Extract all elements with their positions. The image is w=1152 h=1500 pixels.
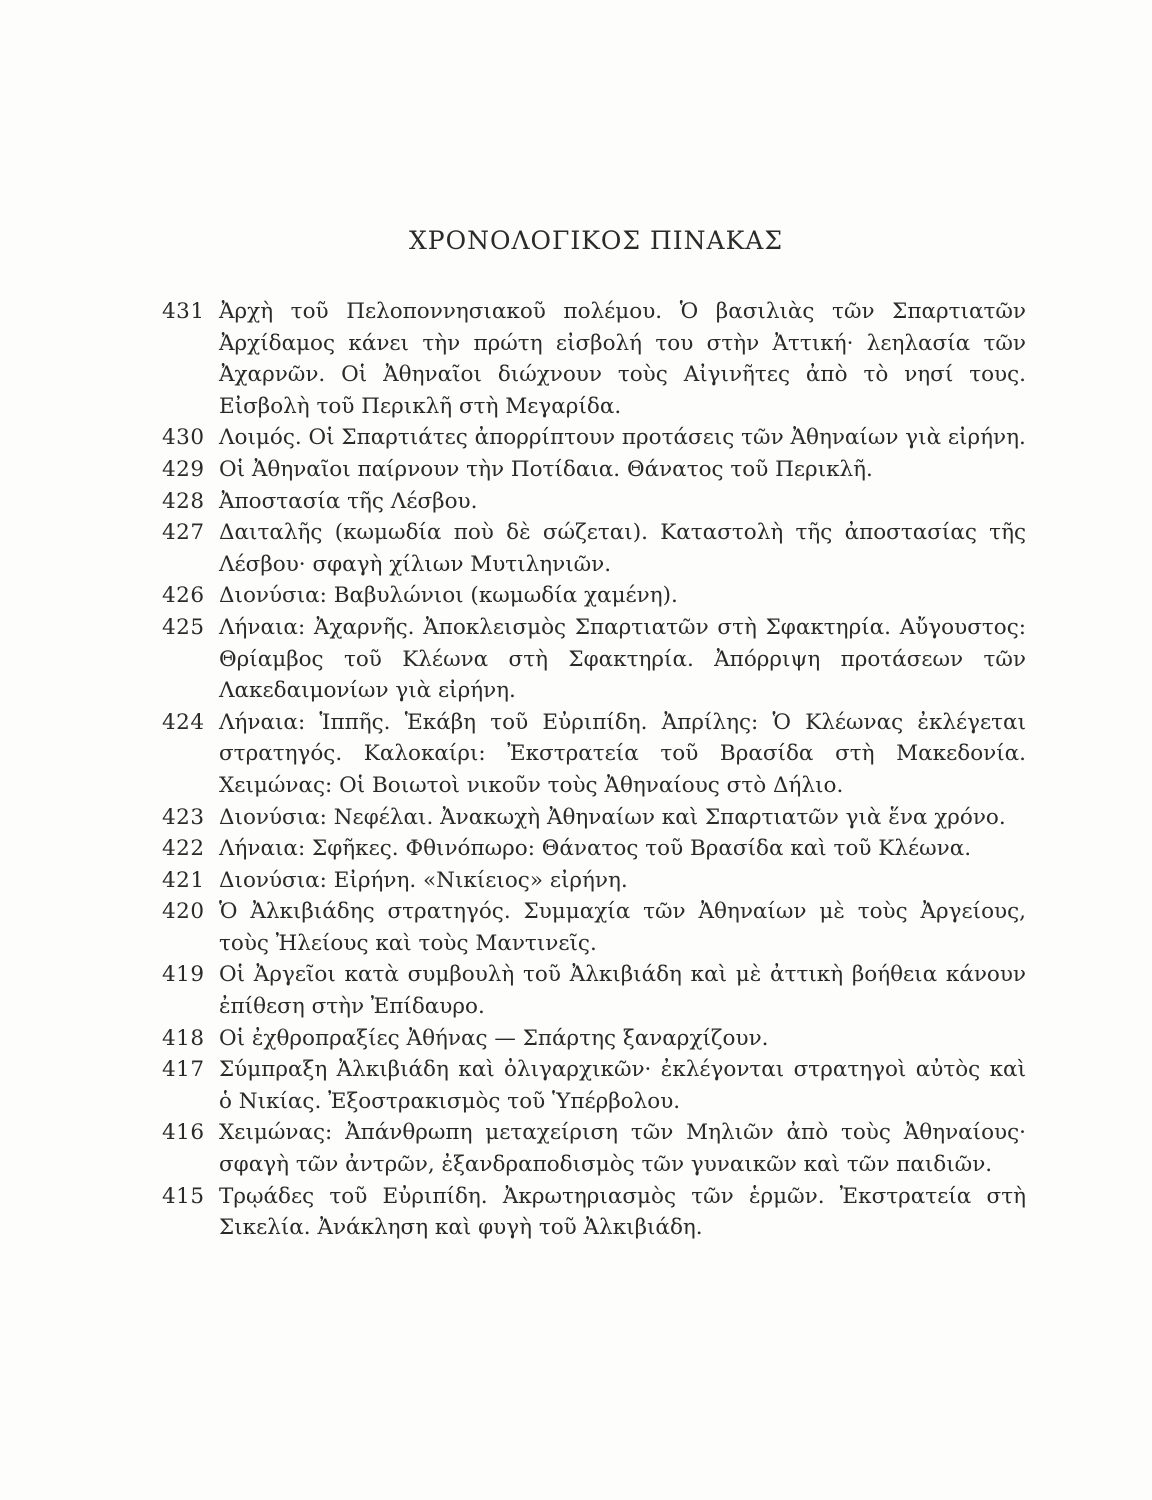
entry-text: Λήναια: Ἀχαρνῆς. Ἀποκλεισμὸς Σπαρτιατῶν στὴ Σφακτηρία. Αὔγουστος: Θρίαμβος τοῦ Κλέωνα στὴ Σφακτηρία. Ἀπόρριψη προτάσεων τῶν Λακεδαιμονίων γιὰ εἰρήνη. — [219, 614, 1026, 704]
entry-text: Τρῳάδες τοῦ Εὐριπίδη. Ἀκρωτηριασμὸς τῶν ἑρμῶν. Ἐκστρατεία στὴ Σικελία. Ἀνάκληση καὶ φυγὴ τοῦ Ἀλκιβιάδη. — [219, 1183, 1026, 1241]
entry-text: Οἱ Ἀθηναῖοι παίρνουν τὴν Ποτίδαια. Θάνατος τοῦ Περικλῆ. — [219, 456, 873, 482]
chronology-entry — [162, 833, 1026, 865]
entry-text: Ὁ Ἀλκιβιάδης στρατηγός. Συμμαχία τῶν Ἀθηναίων μὲ τοὺς Ἀργείους, τοὺς Ἠλείους καὶ τοὺς Μαντινεῖς. — [219, 899, 1026, 956]
entry-year: 427 — [162, 520, 205, 546]
chronology-entry — [162, 580, 1026, 612]
entry-year: 430 — [162, 425, 205, 451]
chronology-entry — [162, 802, 1026, 834]
chronology-entry — [162, 865, 1026, 897]
chronology-entry — [162, 422, 1026, 454]
chronology-list — [162, 296, 1026, 1244]
page-title: ΧΡΟΝΟΛΟΓΙΚΟΣ ΠΙΝΑΚΑΣ — [408, 226, 784, 255]
entry-year: 424 — [162, 709, 205, 735]
entry-year: 431 — [162, 299, 205, 324]
entry-text: Οἱ Ἀργεῖοι κατὰ συμβουλὴ τοῦ Ἀλκιβιάδη καὶ μὲ ἀττικὴ βοήθεια κάνουν ἐπίθεση στὴν Ἐπίδαυρο. — [219, 962, 1026, 1020]
entry-text: Ἀποστασία τῆς Λέσβου. — [219, 488, 478, 514]
chronology-entry — [162, 896, 1026, 959]
entry-year: 415 — [162, 1183, 205, 1209]
entry-year: 419 — [162, 962, 205, 988]
chronology-entry — [162, 612, 1026, 707]
chronology-entry — [162, 454, 1026, 486]
entry-year: 421 — [162, 867, 205, 893]
entry-year: 420 — [162, 899, 205, 925]
entry-text: Δαιταλῆς (κωμωδία ποὺ δὲ σώζεται). Καταστολὴ τῆς ἀποστασίας τῆς Λέσβου· σφαγὴ χίλιων Μυτιληνιῶν. — [219, 520, 1026, 577]
chronology-entry — [162, 1054, 1026, 1117]
entry-text: Λήναια: Σφῆκες. Φθινόπωρο: Θάνατος τοῦ Βρασίδα καὶ τοῦ Κλέωνα. — [219, 836, 972, 862]
entry-year: 422 — [162, 836, 205, 862]
entry-year: 418 — [162, 1025, 205, 1051]
entry-text: Διονύσια: Εἰρήνη. «Νικίειος» εἰρήνη. — [219, 867, 628, 893]
entry-year: 426 — [162, 583, 205, 609]
entry-year: 416 — [162, 1120, 205, 1146]
entry-text: Λήναια: Ἱππῆς. Ἑκάβη τοῦ Εὐριπίδη. Ἀπρίλης: Ὁ Κλέωνας ἐκλέγεται στρατηγός. Καλοκαίρι: Ἐκστρατεία τοῦ Βρασίδα στὴ Μακεδονία. Χειμώνας: Οἱ Βοιωτοὶ νικοῦν τοὺς Ἀθηναίους στὸ Δήλιο. — [219, 709, 1026, 798]
entry-text: Διονύσια: Νεφέλαι. Ἀνακωχὴ Ἀθηναίων καὶ Σπαρτιατῶν γιὰ ἕνα χρόνο. — [219, 804, 1006, 830]
entry-text: Χειμώνας: Ἀπάνθρωπη μεταχείριση τῶν Μηλιῶν ἀπὸ τοὺς Ἀθηναίους· σφαγὴ τῶν ἀντρῶν, ἐξανδραποδισμὸς τῶν γυναικῶν καὶ τῶν παιδιῶν. — [219, 1120, 1026, 1178]
chronology-entry — [162, 959, 1026, 1022]
entry-text: Ἀρχὴ τοῦ Πελοποννησιακοῦ πολέμου. Ὁ βασιλιὰς τῶν Σπαρτιατῶν Ἀρχίδαμος κάνει τὴν πρώτη εἰσβολή του στὴν Ἀττική· λεηλασία τῶν Ἀχαρνῶν. Οἱ Ἀθηναῖοι διώχνουν τοὺς Αἰγινῆτες ἀπὸ τὸ νησί τους. Εἰσβολὴ τοῦ Περικλῆ στὴ Μεγαρίδα. — [219, 299, 1026, 419]
entry-year: 428 — [162, 488, 205, 514]
entry-year: 417 — [162, 1057, 205, 1083]
entry-text: Διονύσια: Βαβυλώνιοι (κωμωδία χαμένη). — [219, 583, 678, 609]
chronology-entry — [162, 517, 1026, 580]
entry-year: 429 — [162, 456, 205, 482]
chronology-entry — [162, 707, 1026, 802]
chronology-entry — [162, 1181, 1026, 1244]
entry-year: 423 — [162, 804, 205, 830]
chronology-entry — [162, 1117, 1026, 1180]
chronology-entry — [162, 296, 1026, 422]
chronology-entry — [162, 486, 1026, 518]
entry-year: 425 — [162, 614, 205, 640]
chronology-entry — [162, 1023, 1026, 1055]
entry-text: Σύμπραξη Ἀλκιβιάδη καὶ ὀλιγαρχικῶν· ἐκλέγονται στρατηγοὶ αὐτὸς καὶ ὁ Νικίας. Ἐξοστρακισμὸς τοῦ Ὑπέρβολου. — [219, 1057, 1026, 1114]
entry-text: Οἱ ἐχθροπραξίες Ἀθήνας — Σπάρτης ξαναρχίζουν. — [219, 1025, 769, 1051]
entry-text: Λοιμός. Οἱ Σπαρτιάτες ἀπορρίπτουν προτάσεις τῶν Ἀθηναίων γιὰ εἰρήνη. — [219, 425, 1026, 451]
